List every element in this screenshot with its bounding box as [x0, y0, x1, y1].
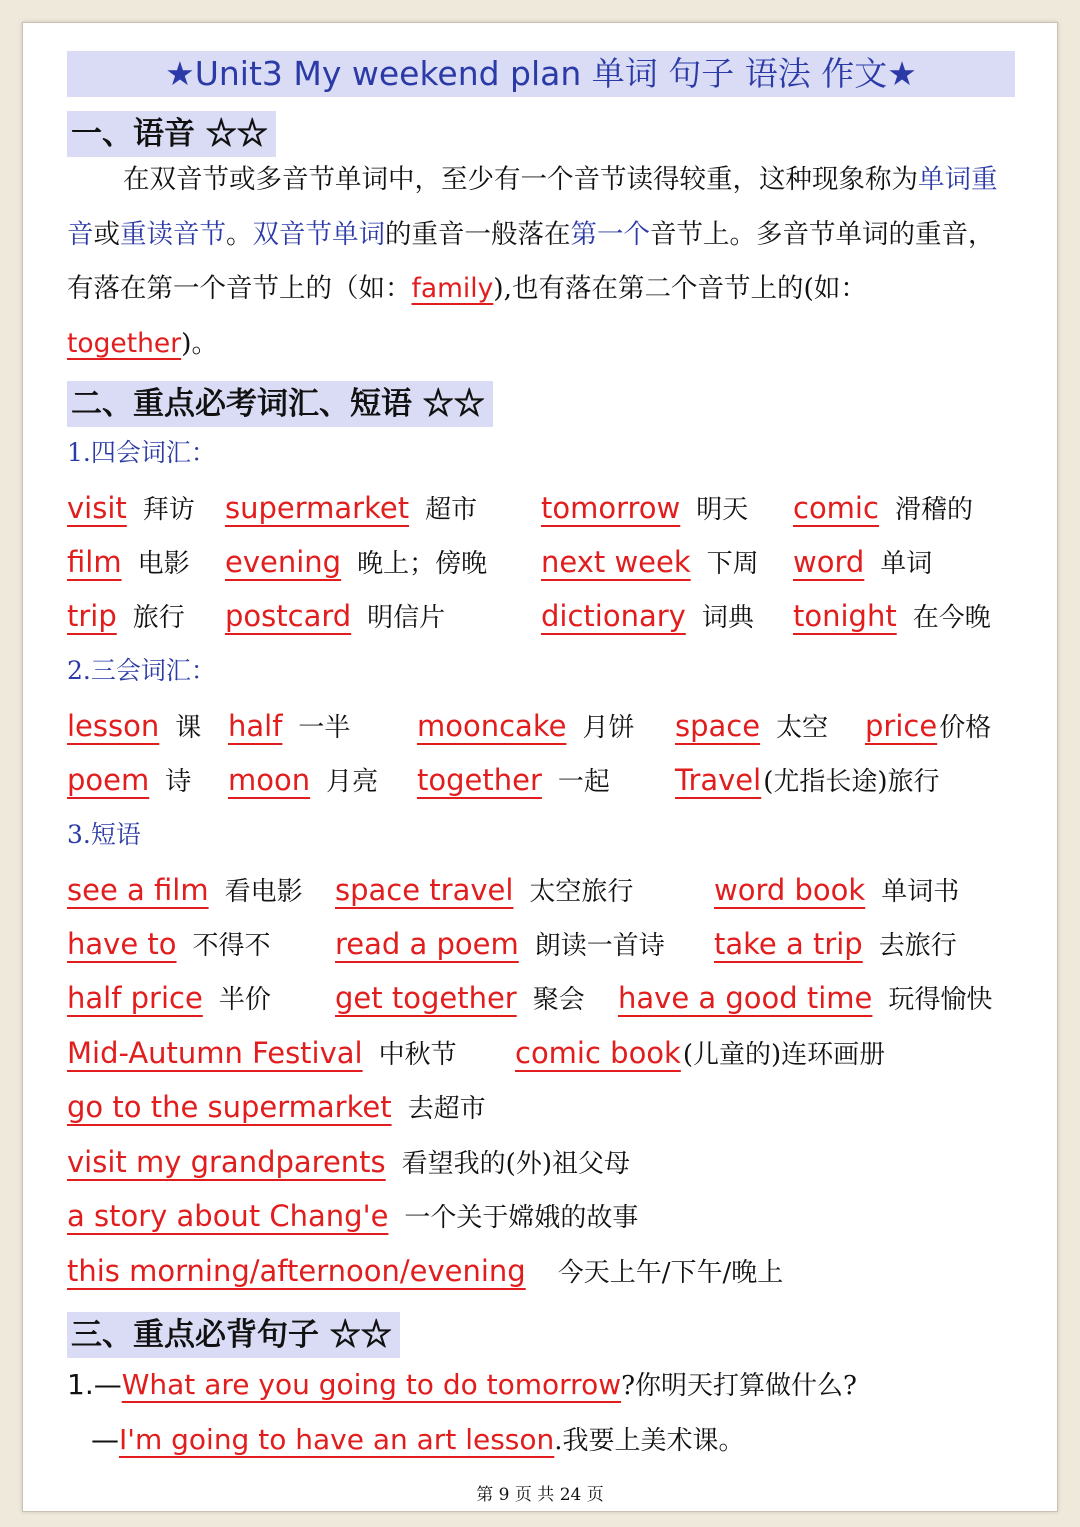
sentence-line: —I'm going to have an art lesson.我要上美术课。	[91, 1423, 745, 1456]
vocab-item: Travel(尤指长途)旅行	[675, 763, 940, 797]
phrase-item: see a film 看电影	[67, 873, 303, 907]
vocab-row	[67, 589, 1027, 643]
page-title: ★Unit3 My weekend plan 单词 句子 语法 作文★	[67, 51, 1015, 97]
phrase-row	[67, 1244, 1027, 1298]
term-stressed-syllable: 重读音节	[120, 218, 226, 250]
sentence-line: 1.—What are you going to do tomorrow?你明天打算做什么?	[67, 1368, 857, 1401]
vocab-item: poem 诗	[67, 763, 192, 797]
section-heading-sentences: 三、重点必背句子 ☆☆	[67, 1312, 400, 1358]
phrase-item: read a poem 朗读一首诗	[335, 927, 665, 961]
phrase-item: comic book(儿童的)连环画册	[515, 1036, 886, 1070]
subheading-three-skill-words: 2.三会词汇：	[67, 656, 216, 685]
vocab-item: film 电影	[67, 545, 190, 579]
page-number: 第 9 页 共 24 页	[476, 1485, 604, 1505]
section-heading-phonetics: 一、语音 ☆☆	[67, 111, 276, 157]
phrase-item: word book 单词书	[714, 873, 960, 907]
phrase-row	[67, 1026, 1027, 1080]
vocab-row	[67, 753, 1027, 807]
vocab-item: visit 拜访	[67, 491, 195, 525]
phrase-item: go to the supermarket 去超市	[67, 1090, 486, 1124]
vocab-item: evening 晚上；傍晚	[225, 545, 488, 579]
phrase-row	[67, 1080, 1027, 1134]
phonetics-paragraph: 在双音节或多音节单词中，至少有一个音节读得较重，这种现象称为单词重音或重读音节。双音节单词的重音一般落在第一个音节上。多音节单词的重音，有落在第一个音节上的（如：family),也有落在第二个音节上的(如：together)。	[67, 164, 998, 359]
vocab-item: tonight 在今晚	[793, 599, 991, 633]
phrase-item: take a trip 去旅行	[714, 927, 957, 961]
phrase-row	[67, 917, 1027, 971]
term-word-stress: 单词重音	[67, 164, 998, 250]
vocab-row	[67, 699, 1027, 753]
phrase-item: this morning/afternoon/evening 今天上午/下午/晚上	[67, 1254, 784, 1288]
phrase-item: a story about Chang'e 一个关于嫦娥的故事	[67, 1199, 639, 1233]
example-together: together	[67, 327, 182, 359]
vocab-item: space 太空	[675, 709, 829, 743]
phrase-item: space travel 太空旅行	[335, 873, 634, 907]
vocab-row	[67, 481, 1027, 535]
vocab-item: together 一起	[417, 763, 610, 797]
subheading-four-skill-words: 1.四会词汇：	[67, 438, 216, 467]
phrase-item: have to 不得不	[67, 927, 271, 961]
vocab-item: price价格	[865, 709, 992, 743]
phrase-row	[67, 863, 1027, 917]
vocab-item: comic 滑稽的	[793, 491, 973, 525]
phrase-row	[67, 1135, 1027, 1189]
phrase-row	[67, 1189, 1027, 1243]
vocab-item: trip 旅行	[67, 599, 185, 633]
vocab-row	[67, 535, 1027, 589]
vocab-item: mooncake 月饼	[417, 709, 635, 743]
vocab-item: dictionary 词典	[541, 599, 754, 633]
example-family: family	[411, 273, 494, 304]
vocab-item: half 一半	[228, 709, 351, 743]
phrase-item: get together 聚会	[335, 981, 585, 1015]
section-heading-vocabulary: 二、重点必考词汇、短语 ☆☆	[67, 381, 493, 427]
phrase-item: half price 半价	[67, 981, 271, 1015]
vocab-item: postcard 明信片	[225, 599, 446, 633]
phrase-item: have a good time 玩得愉快	[618, 981, 993, 1015]
term-first-syllable: 第一个	[570, 218, 650, 250]
vocab-item: word 单词	[793, 545, 933, 579]
term-disyllabic-word: 双音节单词	[252, 218, 385, 250]
phrase-item: visit my grandparents 看望我的(外)祖父母	[67, 1145, 630, 1179]
phrase-item: Mid-Autumn Festival 中秋节	[67, 1036, 457, 1070]
vocab-item: moon 月亮	[228, 763, 379, 797]
subheading-phrases: 3.短语	[67, 820, 141, 849]
vocab-item: next week 下周	[541, 545, 759, 579]
document-page	[22, 22, 1058, 1512]
phrase-row	[67, 971, 1027, 1025]
vocab-item: lesson 课	[67, 709, 202, 743]
vocab-item: supermarket 超市	[225, 491, 478, 525]
vocab-item: tomorrow 明天	[541, 491, 749, 525]
